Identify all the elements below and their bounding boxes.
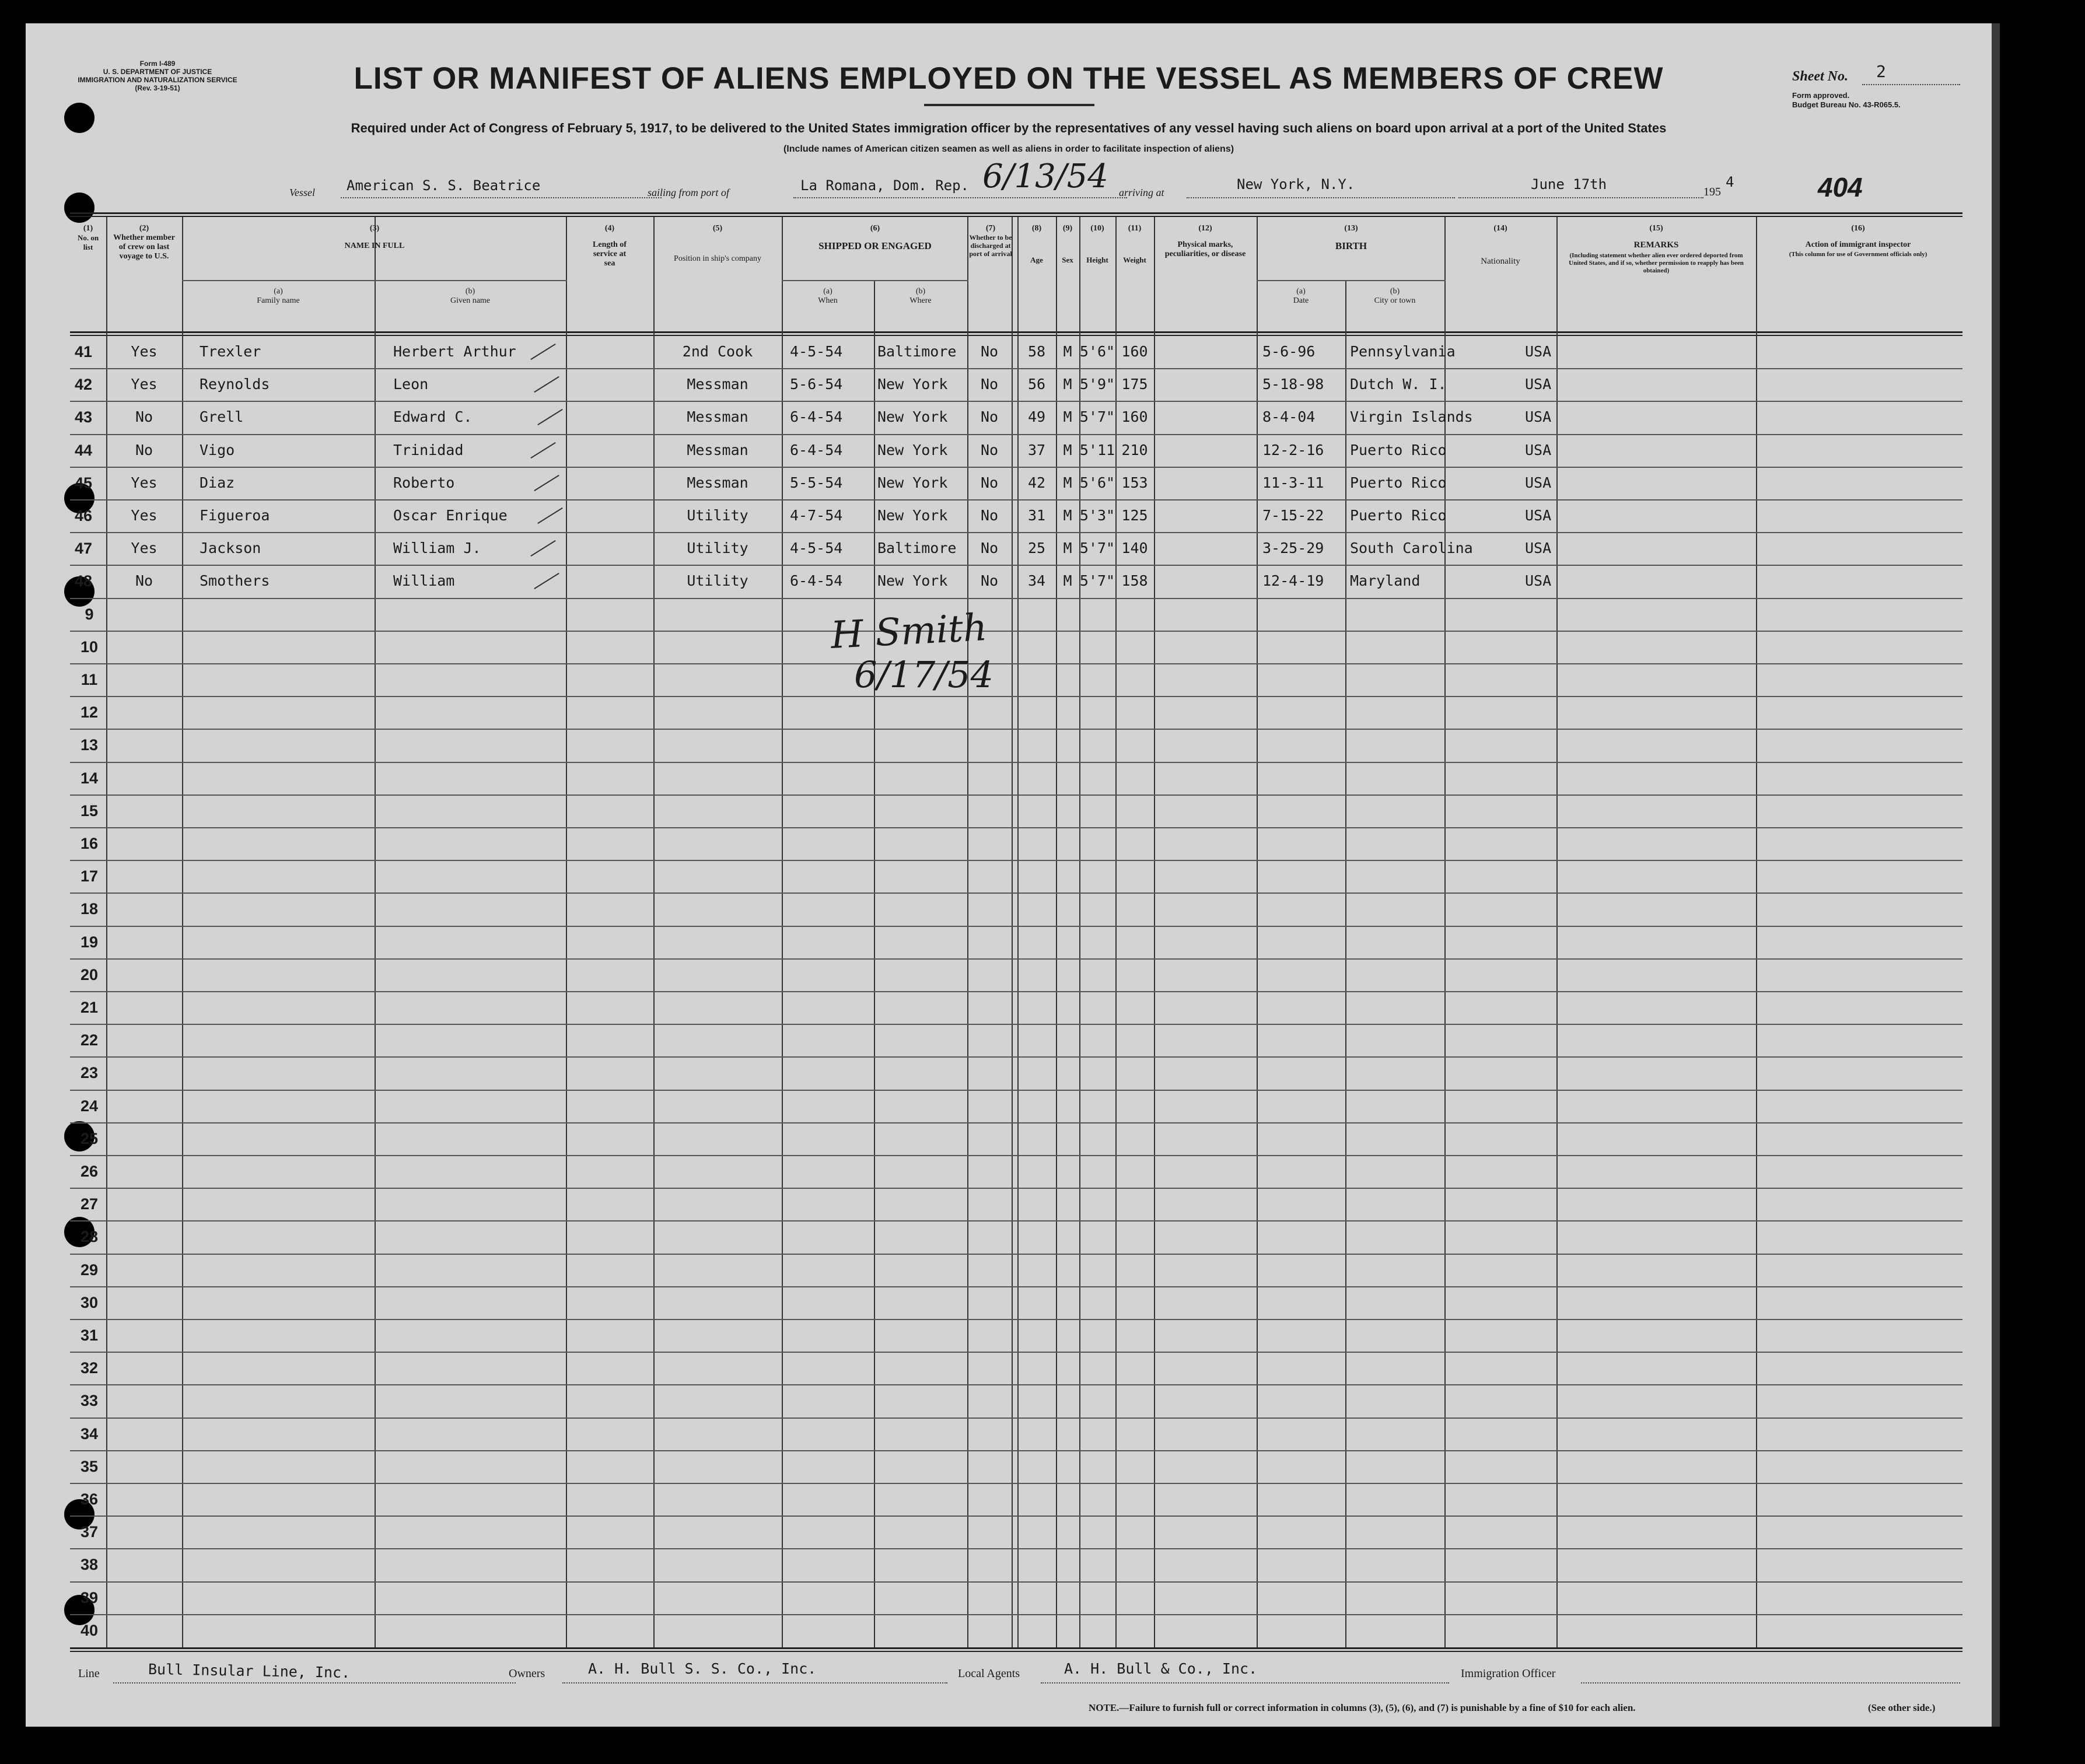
sailing-port: La Romana, Dom. Rep. <box>800 177 969 194</box>
col-discharged-header: (7) Whether to be discharged at port of arrival <box>969 224 1012 258</box>
cell-family: Grell <box>200 408 244 426</box>
cell-height: 5'11 <box>1079 441 1115 459</box>
cell-dob: 5-18-98 <box>1262 376 1324 393</box>
row-rule <box>70 1548 1962 1549</box>
col-divider <box>1017 217 1019 1647</box>
row-number: 22 <box>80 1031 99 1049</box>
col-nationality-header: (14) Nationality <box>1481 224 1520 266</box>
cell-position: Utility <box>687 540 748 557</box>
row-rule <box>70 696 1962 697</box>
cell-position: Messman <box>687 441 748 459</box>
table-top-rule <box>70 212 1962 214</box>
revision-date: (Rev. 3-19-51) <box>135 84 180 92</box>
line-value: Bull Insular Line, Inc. <box>148 1660 351 1682</box>
row-number: 46 <box>74 507 93 524</box>
row-rule <box>70 565 1962 566</box>
col-divider <box>1154 217 1155 1647</box>
check-tick <box>537 409 562 425</box>
check-tick <box>534 376 559 393</box>
cell-discharged: No <box>980 540 999 557</box>
inspector-signature: H Smith <box>830 606 988 657</box>
cell-dob: 12-4-19 <box>1262 572 1324 590</box>
title-underline <box>924 104 1094 106</box>
row-rule <box>70 1483 1962 1484</box>
cell-when: 5-5-54 <box>790 474 843 491</box>
col-sex-header: (9) Sex <box>1062 224 1073 264</box>
row-rule <box>70 663 1962 664</box>
col-divider <box>1756 217 1757 1647</box>
row-rule <box>70 860 1962 861</box>
cell-where: New York <box>877 441 948 459</box>
row-number: 40 <box>80 1621 99 1639</box>
row-number: 12 <box>80 704 99 722</box>
row-number: 29 <box>80 1261 99 1279</box>
cell-when: 6-4-54 <box>790 572 843 590</box>
row-number: 10 <box>80 638 99 656</box>
col-no-header: (1) No. on list <box>77 224 99 251</box>
row-rule <box>70 1090 1962 1091</box>
row-number: 9 <box>85 605 94 623</box>
page-title: LIST OR MANIFEST OF ALIENS EMPLOYED ON THE VESSEL AS MEMBERS OF CREW <box>354 61 1664 96</box>
col-weight-header: (11) Weight <box>1123 224 1146 264</box>
col-name-header: (3) NAME IN FULL <box>344 224 405 250</box>
cell-city: Virgin Islands <box>1350 408 1473 426</box>
row-rule <box>70 401 1962 402</box>
cell-sex: M <box>1063 540 1072 557</box>
row-rule <box>70 1516 1962 1517</box>
cell-last: Yes <box>131 474 158 491</box>
cell-when: 4-5-54 <box>790 343 843 360</box>
cell-sex: M <box>1063 343 1072 360</box>
row-number: 47 <box>74 540 93 558</box>
cell-weight: 160 <box>1121 408 1148 426</box>
col-divider <box>653 217 655 1647</box>
col-divider <box>375 217 376 1647</box>
row-rule <box>70 1188 1962 1189</box>
cell-discharged: No <box>980 343 999 360</box>
cell-last: Yes <box>131 343 158 360</box>
cell-age: 31 <box>1027 507 1046 524</box>
cell-discharged: No <box>980 441 999 459</box>
cell-nationality: USA <box>1525 441 1552 459</box>
arriving-line <box>1187 197 1455 198</box>
col-divider <box>1257 217 1258 1647</box>
col-birth-date-header: (a) Date <box>1293 287 1309 305</box>
cell-position: Utility <box>687 507 748 524</box>
row-rule <box>70 1352 1962 1353</box>
cell-height: 5'7" <box>1079 540 1115 557</box>
cell-city: Dutch W. I. <box>1350 376 1447 393</box>
cell-nationality: USA <box>1525 343 1552 360</box>
row-number: 39 <box>80 1588 99 1606</box>
line-field-underline <box>113 1682 516 1684</box>
col-physical-marks-header: (12) Physical marks, peculiarities, or disease <box>1164 224 1246 258</box>
row-number: 16 <box>80 835 99 852</box>
cell-given: Roberto <box>393 474 455 491</box>
row-number: 25 <box>80 1129 99 1147</box>
row-rule <box>70 892 1962 894</box>
col-birth-city-header: (b) City or town <box>1374 287 1416 305</box>
header-bottom-rule-inner <box>70 335 1962 336</box>
row-number: 27 <box>80 1195 99 1213</box>
cell-weight: 125 <box>1121 507 1148 524</box>
cell-dob: 3-25-29 <box>1262 540 1324 557</box>
arrival-date: June 17th <box>1531 176 1607 192</box>
cell-given: William <box>393 572 455 590</box>
row-number: 33 <box>80 1392 99 1410</box>
sheet-number-line <box>1862 84 1960 85</box>
row-rule <box>70 1286 1962 1287</box>
cell-city: Pennsylvania <box>1350 343 1456 360</box>
col-divider <box>182 217 183 1647</box>
cell-nationality: USA <box>1525 540 1552 557</box>
arrival-date-line <box>1458 197 1703 198</box>
cell-age: 37 <box>1027 441 1046 459</box>
cell-height: 5'7" <box>1079 572 1115 590</box>
col-family-name-header: (a) Family name <box>257 287 300 305</box>
arriving-label: arriving at <box>1119 187 1164 198</box>
col-divider <box>874 280 875 1647</box>
cell-weight: 175 <box>1121 376 1148 393</box>
col-divider <box>1012 217 1013 1647</box>
officer-field-underline <box>1581 1682 1960 1684</box>
row-number: 32 <box>80 1359 99 1377</box>
cell-given: William J. <box>393 540 481 557</box>
cell-dob: 5-6-96 <box>1262 343 1316 360</box>
department-name: U. S. DEPARTMENT OF JUSTICE <box>103 68 212 76</box>
vessel-name: American S. S. Beatrice <box>347 177 541 194</box>
row-rule <box>70 958 1962 960</box>
sailing-label: sailing from port of <box>648 187 729 198</box>
row-number: 13 <box>80 736 99 754</box>
row-rule <box>70 926 1962 927</box>
col-divider <box>566 217 567 1647</box>
cell-nationality: USA <box>1525 507 1552 524</box>
footer-note: NOTE.—Failure to furnish full or correct information in columns (3), (5), (6), and (7) is punishable by a fine of $10 for each alien. <box>1089 1702 1636 1713</box>
row-number: 38 <box>80 1556 99 1574</box>
col-service-length-header: (4) Length of service at sea <box>593 224 627 268</box>
row-rule <box>70 1220 1962 1222</box>
col-divider <box>1345 280 1346 1647</box>
cell-sex: M <box>1063 474 1072 491</box>
cell-where: New York <box>877 572 948 590</box>
row-rule <box>70 794 1962 796</box>
row-number: 17 <box>80 867 99 886</box>
cell-family: Smothers <box>200 572 270 590</box>
cell-last: Yes <box>131 376 158 393</box>
cell-nationality: USA <box>1525 572 1552 590</box>
vessel-label: Vessel <box>289 187 315 198</box>
col-divider <box>106 217 107 1647</box>
col-when-header: (a) When <box>818 287 838 305</box>
cell-nationality: USA <box>1525 474 1552 491</box>
table-top-rule-inner <box>70 216 1962 217</box>
subtitle: Required under Act of Congress of February 5, 1917, to be delivered to the United States immigration officer by the representatives of any vessel having such aliens on board upon arrival at a port of the United States <box>351 121 1667 135</box>
row-number: 19 <box>80 933 99 951</box>
row-rule <box>70 729 1962 730</box>
cell-sex: M <box>1063 507 1072 524</box>
cell-family: Figueroa <box>200 507 270 524</box>
table-bottom-rule-inner <box>70 1651 1962 1652</box>
check-tick <box>530 442 555 458</box>
col-divider <box>1079 217 1080 1647</box>
check-tick <box>537 508 562 524</box>
form-number: Form I-489 <box>139 60 176 68</box>
cell-family: Trexler <box>200 343 261 360</box>
row-number: 48 <box>74 572 93 590</box>
cell-dob: 11-3-11 <box>1262 474 1324 491</box>
col-height-header: (10) Height <box>1086 224 1108 264</box>
table-bottom-rule <box>70 1647 1962 1649</box>
row-rule <box>70 434 1962 435</box>
cell-family: Vigo <box>200 441 235 459</box>
col-age-header: (8) Age <box>1030 224 1043 264</box>
local-agents-label: Local Agents <box>958 1667 1020 1680</box>
row-number: 45 <box>74 474 93 492</box>
year-suffix: 4 <box>1726 174 1734 190</box>
sailing-line <box>793 197 1127 198</box>
row-number: 36 <box>80 1490 99 1508</box>
cell-when: 4-7-54 <box>790 507 843 524</box>
col-shipped-header: (6) SHIPPED OR ENGAGED <box>818 224 932 251</box>
cell-city: Puerto Rico <box>1350 474 1447 491</box>
col-divider <box>1115 217 1117 1647</box>
col-divider <box>967 217 968 1647</box>
header-bottom-rule <box>70 331 1962 333</box>
manifest-sheet <box>26 23 1992 1727</box>
cell-weight: 153 <box>1121 474 1148 491</box>
row-rule <box>70 762 1962 763</box>
cell-position: 2nd Cook <box>682 343 753 360</box>
sheet-label: Sheet No. <box>1792 69 1848 84</box>
cell-last: No <box>135 441 153 459</box>
cell-when: 6-4-54 <box>790 408 843 426</box>
row-rule <box>70 467 1962 468</box>
cell-age: 34 <box>1027 572 1046 590</box>
cell-age: 49 <box>1027 408 1046 426</box>
col-divider <box>1556 217 1558 1647</box>
row-number: 35 <box>80 1457 99 1475</box>
cell-family: Diaz <box>200 474 235 491</box>
subtitle-note: (Include names of American citizen seamen as well as aliens in order to facilitate inspection of aliens) <box>783 144 1234 154</box>
cell-position: Messman <box>687 376 748 393</box>
cell-dob: 12-2-16 <box>1262 441 1324 459</box>
row-rule <box>70 1384 1962 1385</box>
cell-sex: M <box>1063 408 1072 426</box>
row-number: 18 <box>80 900 99 918</box>
cell-dob: 7-15-22 <box>1262 507 1324 524</box>
row-number: 28 <box>80 1228 99 1246</box>
immigration-officer-label: Immigration Officer <box>1461 1667 1556 1680</box>
cell-last: Yes <box>131 540 158 557</box>
col-remarks-header: (15) REMARKS (Including statement whether alien ever ordered deported from United States, and if so, whether permission to reapply has been obtained) <box>1569 224 1744 274</box>
cell-position: Messman <box>687 474 748 491</box>
cell-weight: 160 <box>1121 343 1148 360</box>
cell-height: 5'6" <box>1079 474 1115 491</box>
row-number: 15 <box>80 802 99 820</box>
see-other-side: (See other side.) <box>1868 1702 1936 1713</box>
cell-when: 6-4-54 <box>790 441 843 459</box>
cell-sex: M <box>1063 376 1072 393</box>
row-rule <box>70 368 1962 369</box>
service-name: IMMIGRATION AND NATURALIZATION SERVICE <box>78 76 237 84</box>
cell-sex: M <box>1063 572 1072 590</box>
cell-where: New York <box>877 474 948 491</box>
shipped-subheader-rule <box>782 280 968 281</box>
cell-position: Utility <box>687 572 748 590</box>
row-number: 14 <box>80 769 99 787</box>
cell-weight: 140 <box>1121 540 1148 557</box>
budget-bureau-number: Budget Bureau No. 43-R065.5. <box>1792 100 1901 109</box>
row-rule <box>70 532 1962 533</box>
cell-discharged: No <box>980 474 999 491</box>
cell-city: Maryland <box>1350 572 1421 590</box>
row-rule <box>70 1581 1962 1583</box>
row-number: 30 <box>80 1293 99 1311</box>
row-number: 42 <box>74 376 93 394</box>
row-rule <box>70 1024 1962 1025</box>
cell-height: 5'9" <box>1079 376 1115 393</box>
cell-discharged: No <box>980 572 999 590</box>
col-divider <box>1056 217 1057 1647</box>
cell-weight: 158 <box>1121 572 1148 590</box>
col-divider <box>1444 217 1446 1647</box>
cell-last: No <box>135 572 153 590</box>
row-rule <box>70 1418 1962 1419</box>
row-number: 26 <box>80 1163 99 1180</box>
cell-height: 5'7" <box>1079 408 1115 426</box>
cell-weight: 210 <box>1121 441 1148 459</box>
cell-given: Leon <box>393 376 429 393</box>
page-stamp: 404 <box>1818 172 1863 202</box>
cell-nationality: USA <box>1525 408 1552 426</box>
owners-label: Owners <box>509 1667 545 1680</box>
cell-where: Baltimore <box>877 343 957 360</box>
row-number: 34 <box>80 1424 99 1443</box>
row-rule <box>70 1254 1962 1255</box>
cell-discharged: No <box>980 376 999 393</box>
check-tick <box>534 475 559 491</box>
row-rule <box>70 1614 1962 1615</box>
cell-height: 5'3" <box>1079 507 1115 524</box>
row-number: 20 <box>80 965 99 984</box>
cell-dob: 8-4-04 <box>1262 408 1316 426</box>
cell-where: New York <box>877 376 948 393</box>
row-rule <box>70 1450 1962 1451</box>
agents-field-underline <box>1041 1682 1449 1684</box>
row-rule <box>70 1056 1962 1058</box>
cell-age: 42 <box>1027 474 1046 491</box>
row-number: 41 <box>74 343 93 360</box>
row-rule <box>70 598 1962 599</box>
col-divider <box>782 217 783 1647</box>
row-number: 23 <box>80 1064 99 1082</box>
cell-given: Edward C. <box>393 408 473 426</box>
cell-where: New York <box>877 507 948 524</box>
row-rule <box>70 1122 1962 1124</box>
cell-nationality: USA <box>1525 376 1552 393</box>
check-tick <box>530 540 555 556</box>
cell-when: 5-6-54 <box>790 376 843 393</box>
row-number: 31 <box>80 1326 99 1344</box>
row-number: 43 <box>74 408 93 426</box>
col-last-voyage-header: (2) Whether member of crew on last voyage to U.S. <box>113 224 175 261</box>
cell-sex: M <box>1063 441 1072 459</box>
owners-value: A. H. Bull S. S. Co., Inc. <box>588 1660 817 1677</box>
row-number: 21 <box>80 999 99 1016</box>
cell-where: Baltimore <box>877 540 957 557</box>
row-rule <box>70 631 1962 632</box>
row-rule <box>70 827 1962 828</box>
signature-date: 6/17/54 <box>854 653 994 696</box>
form-approval: Form approved. <box>1792 91 1850 100</box>
cell-where: New York <box>877 408 948 426</box>
cell-city: South Carolina <box>1350 540 1473 557</box>
row-rule <box>70 991 1962 992</box>
cell-city: Puerto Rico <box>1350 441 1447 459</box>
cell-height: 5'6" <box>1079 343 1115 360</box>
sheet-edge-shadow <box>1992 23 2000 1727</box>
row-number: 24 <box>80 1097 99 1115</box>
cell-when: 4-5-54 <box>790 540 843 557</box>
owners-field-underline <box>562 1682 947 1684</box>
cell-last: No <box>135 408 153 426</box>
cell-last: Yes <box>131 507 158 524</box>
row-rule <box>70 1155 1962 1156</box>
col-inspector-action-header: (16) Action of immigrant inspector (This column for use of Government officials only) <box>1789 224 1927 258</box>
cell-family: Jackson <box>200 540 261 557</box>
cell-given: Herbert Arthur <box>393 343 516 360</box>
row-number: 37 <box>80 1523 99 1541</box>
row-number: 44 <box>74 441 93 459</box>
cell-age: 56 <box>1027 376 1046 393</box>
cell-city: Puerto Rico <box>1350 507 1447 524</box>
check-tick <box>534 573 559 589</box>
cell-position: Messman <box>687 408 748 426</box>
col-given-name-header: (b) Given name <box>450 287 491 305</box>
sailing-date-handwritten: 6/13/54 <box>982 158 1108 195</box>
cell-given: Trinidad <box>393 441 464 459</box>
row-rule <box>70 1319 1962 1320</box>
punch-hole <box>64 192 95 223</box>
cell-discharged: No <box>980 507 999 524</box>
col-position-header: (5) Position in ship's company <box>674 224 761 263</box>
cell-family: Reynolds <box>200 376 270 393</box>
col-where-header: (b) Where <box>909 287 932 305</box>
cell-age: 25 <box>1027 540 1046 557</box>
row-number: 11 <box>81 671 98 688</box>
birth-subheader-rule <box>1257 280 1446 281</box>
check-tick <box>530 344 555 360</box>
line-label: Line <box>78 1667 100 1680</box>
cell-given: Oscar Enrique <box>393 507 508 524</box>
cell-discharged: No <box>980 408 999 426</box>
sheet-number: 2 <box>1876 62 1886 81</box>
cell-age: 58 <box>1027 343 1046 360</box>
col-birth-header: (13) BIRTH <box>1335 224 1367 251</box>
year-prefix: 195 <box>1703 186 1721 198</box>
vessel-line <box>341 197 662 198</box>
name-subheader-rule <box>182 280 567 281</box>
local-agents-value: A. H. Bull & Co., Inc. <box>1064 1660 1258 1677</box>
arriving-port: New York, N.Y. <box>1237 176 1355 192</box>
row-rule <box>70 499 1962 501</box>
